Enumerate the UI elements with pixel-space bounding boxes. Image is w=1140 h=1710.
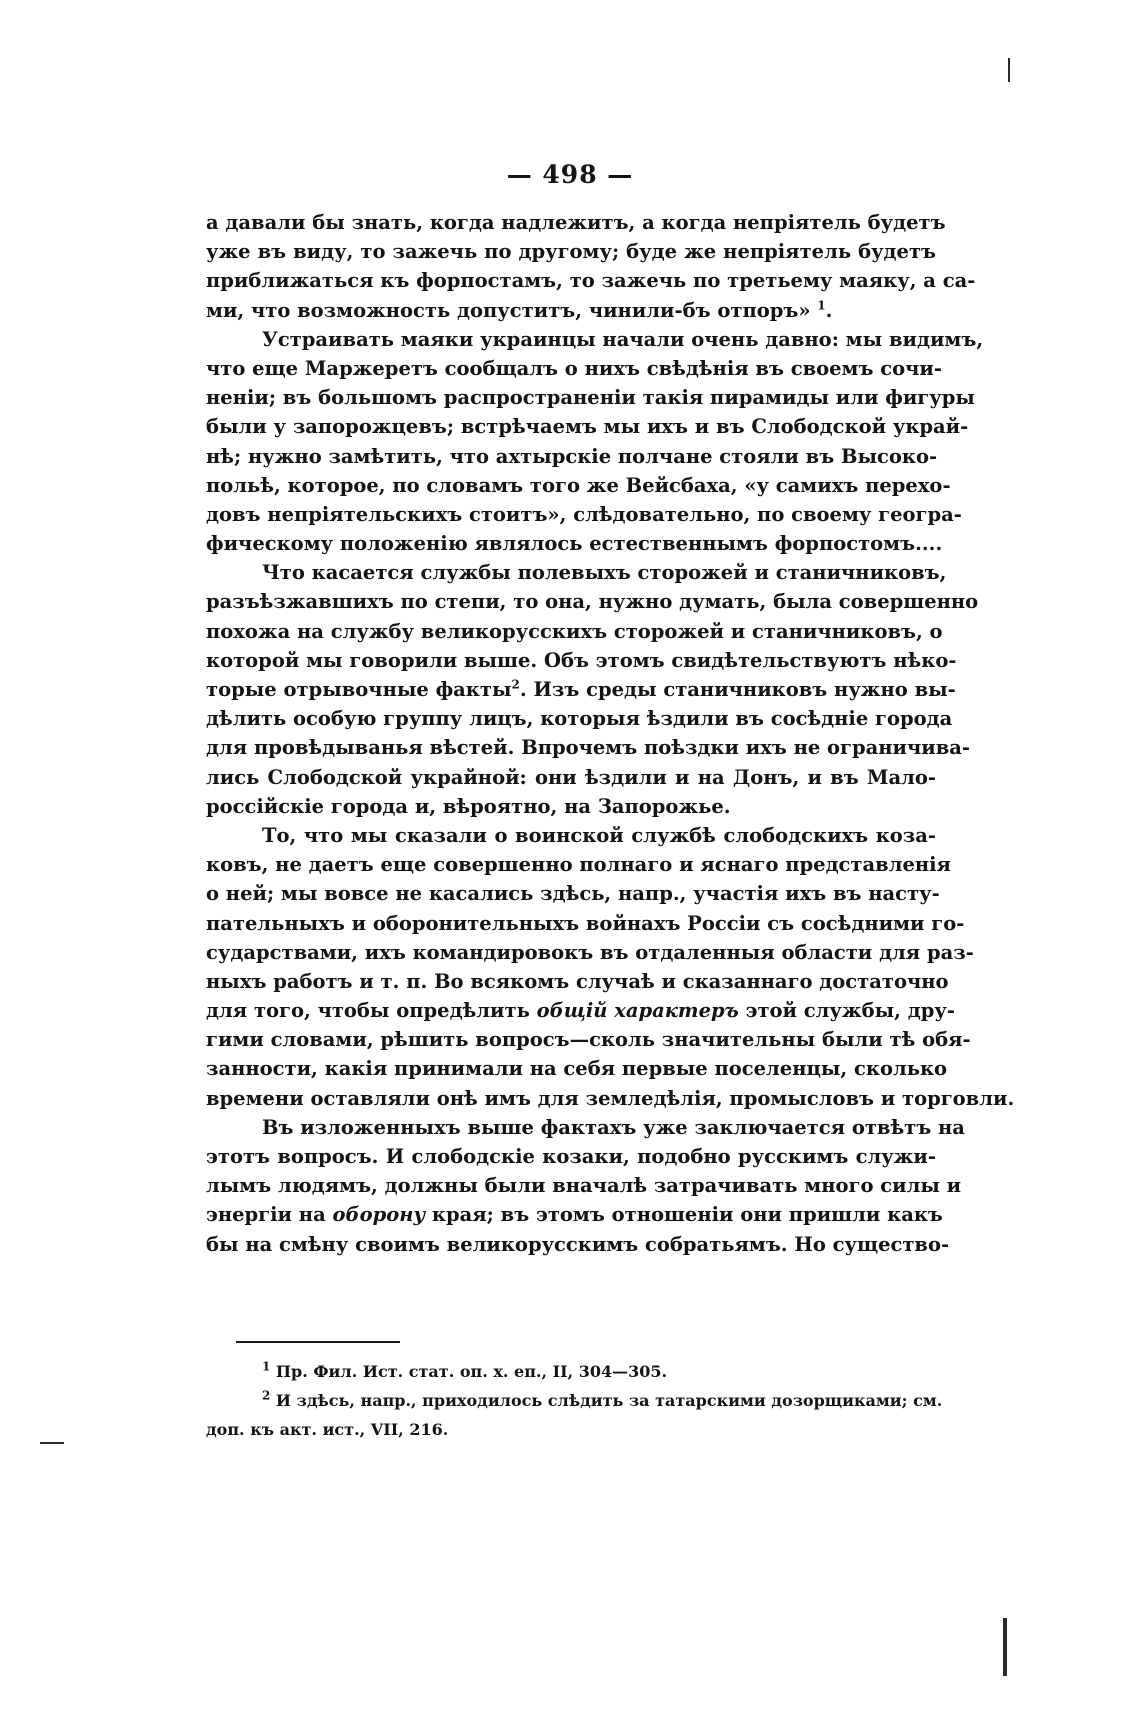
text-line: ныхъ работъ и т. п. Во всякомъ случаѣ и сказаннаго достаточно [206, 969, 949, 993]
text-line: что еще Маржеретъ сообщалъ о нихъ свѣдѣнія въ своемъ сочи- [206, 356, 942, 380]
text-line: были у запорожцевъ; встрѣчаемъ мы ихъ и въ Слободской украй- [206, 415, 969, 439]
text-line: времени оставляли онѣ имъ для земледѣлія, промысловъ и торговли. [206, 1086, 1015, 1110]
scan-edge-mark-left [40, 1442, 64, 1444]
text-line: неніи; въ большомъ распространеніи такія пирамиды или фигуры [206, 386, 975, 410]
text-line: лымъ людямъ, должны были вначалѣ затрачивать много силы и [206, 1174, 962, 1198]
text-line: энергіи на оборону края; въ этомъ отношеніи они пришли какъ [206, 1203, 943, 1227]
text-line: фическому положенію являлось естественнымъ форпостомъ.... [206, 532, 943, 556]
footnotes [206, 1357, 943, 1444]
paragraph [206, 558, 979, 821]
text-line: Что касается службы полевыхъ сторожей и станичниковъ, [262, 561, 947, 585]
text-line: которой мы говорили выше. Объ этомъ свидѣтельствуютъ нѣко- [206, 648, 957, 672]
footnote-ref: 2 [511, 677, 520, 692]
page-number: — 498 — [506, 160, 634, 189]
text-line: Устраивать маяки украинцы начали очень давно: мы видимъ, [262, 327, 984, 351]
footnote-marker: 2 [262, 1388, 271, 1403]
text-line: бы на смѣну своимъ великорусскимъ собратьямъ. Но существо- [206, 1232, 950, 1256]
text-line: пательныхъ и оборонительныхъ войнахъ Россіи съ сосѣдними го- [206, 911, 965, 935]
text-line: этотъ вопросъ. И слободскіе козаки, подобно русскимъ служи- [206, 1145, 936, 1168]
text-line: уже въ виду, то зажечь по другому; буде же непріятель будетъ [206, 240, 936, 264]
emphasis-text: оборону [332, 1203, 426, 1227]
text-line: ковъ, не даетъ еще совершенно полнаго и яснаго представленія [206, 853, 951, 877]
text-line: россійскіе города и, вѣроятно, на Запорожье. [206, 794, 731, 818]
text-line: похожа на службу великорусскихъ сторожей и станичниковъ, о [206, 619, 943, 643]
scan-edge-mark-top-right [1008, 58, 1010, 82]
text-line: Въ изложенныхъ выше фактахъ уже заключается отвѣтъ на [262, 1115, 965, 1139]
text-line: лись Слободской украйной: они ѣздили и на Донъ, и въ Мало- [206, 765, 936, 789]
text-line: нѣ; нужно замѣтить, что ахтырскіе полчане стояли въ Высоко- [206, 444, 938, 468]
footnote: $^2$ И здѣсь, напр., приходилось слѣдить за татарскими дозорщиками; см. [262, 1388, 943, 1410]
main-text [206, 208, 1015, 1259]
text-line: торые отрывочные факты$^2$. Изъ среды станичниковъ нужно вы- [206, 677, 956, 701]
scan-edge-mark-bottom-right [1003, 1618, 1007, 1676]
footnote-separator [236, 1341, 400, 1343]
text-line: гими словами, рѣшить вопросъ—сколь значительны были тѣ обя- [206, 1028, 971, 1052]
text-line: То, что мы сказали о воинской службѣ слободскихъ коза- [262, 823, 936, 847]
footnote-ref: 1 [817, 298, 826, 313]
text-line: ми, что возможность допуститъ, чинили-бъ отпоръ» $^1$. [206, 298, 833, 322]
emphasis-text: общій характеръ [536, 999, 739, 1023]
footnote: $^1$ Пр. Фил. Ист. стат. оп. х. еп., II, 304—305. [262, 1359, 668, 1381]
text-line: приближаться къ форпостамъ, то зажечь по третьему маяку, а са- [206, 269, 976, 293]
text-line: о ней; мы вовсе не касались здѣсь, напр., участія ихъ въ насту- [206, 882, 940, 906]
text-line: а давали бы знать, когда надлежитъ, а когда непріятель будетъ [206, 211, 946, 234]
text-line: польѣ, которое, по словамъ того же Вейсбаха, «у самихъ перехо- [206, 473, 951, 497]
paragraph [206, 821, 1015, 1113]
text-line: разъѣзжавшихъ по степи, то она, нужно думать, была совершенно [206, 590, 979, 614]
text-line: для провѣдыванья вѣстей. Впрочемъ поѣздки ихъ не ограничива- [206, 736, 971, 760]
text-line: довъ непріятельскихъ стоитъ», слѣдовательно, по своему геогра- [206, 502, 962, 526]
paragraph [206, 1113, 965, 1259]
footnote-continuation: доп. къ акт. ист., VII, 216. [206, 1420, 449, 1439]
text-line: занности, какія принимали на себя первые поселенцы, сколько [206, 1057, 948, 1081]
text-line: дѣлить особую группу лицъ, которыя ѣздили въ сосѣдніе города [206, 707, 953, 731]
paragraph [206, 208, 976, 325]
text-line: сударствами, ихъ командировокъ въ отдаленныя области для раз- [206, 940, 974, 964]
paragraph [206, 325, 984, 559]
footnote-marker: 1 [262, 1359, 271, 1374]
text-line: для того, чтобы опредѣлить общій характеръ этой службы, дру- [206, 999, 955, 1023]
